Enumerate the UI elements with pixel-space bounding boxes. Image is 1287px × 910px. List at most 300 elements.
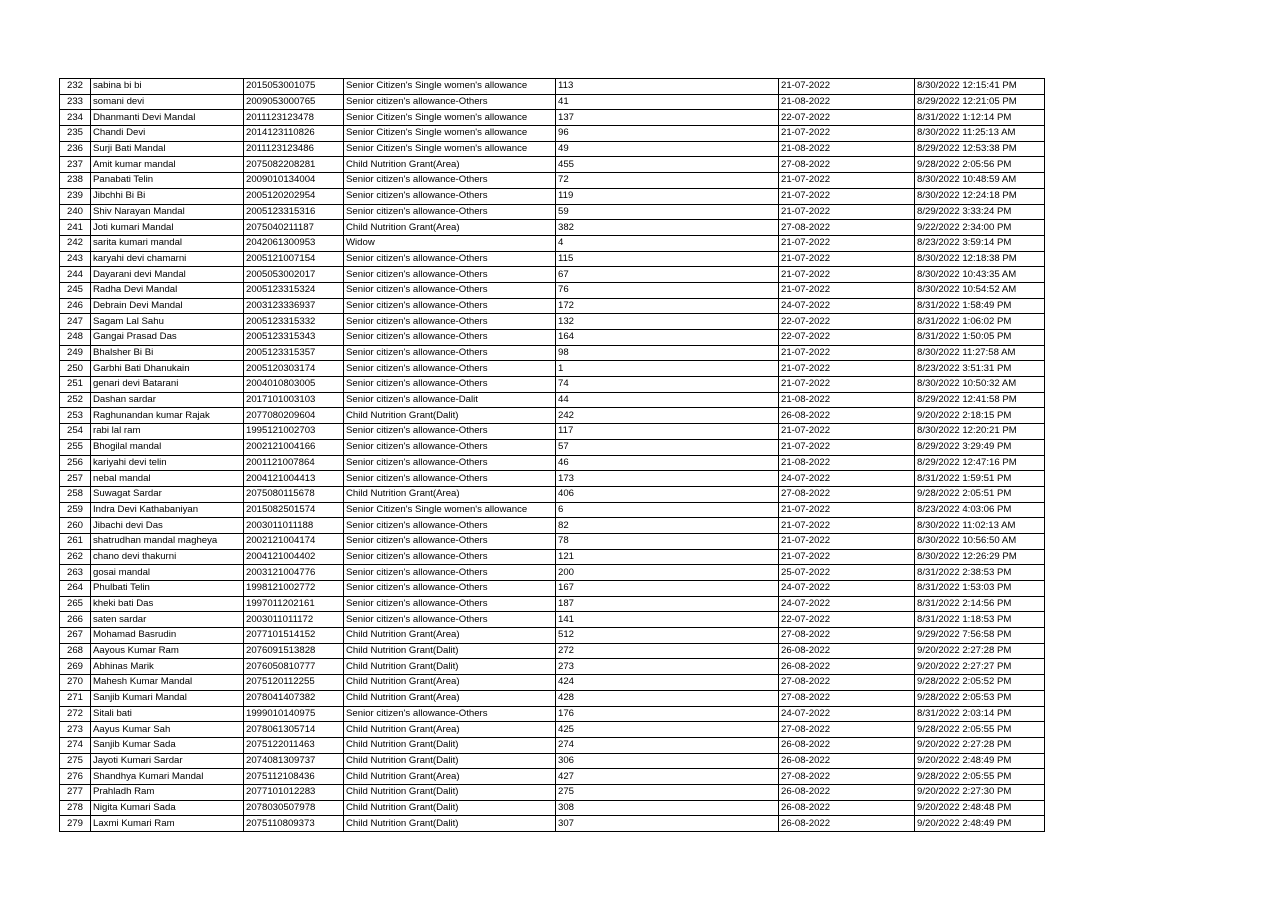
quantity-cell: 141 [556, 612, 779, 628]
timestamp-cell: 8/30/2022 10:50:32 AM [915, 377, 1045, 393]
allowance-type-cell: Senior Citizen's Single women's allowance [344, 502, 556, 518]
name-cell: saten sardar [91, 612, 244, 628]
allowance-type-cell: Child Nutrition Grant(Area) [344, 220, 556, 236]
date-cell: 25-07-2022 [779, 565, 915, 581]
serial-number-cell: 279 [60, 816, 91, 832]
name-cell: Shiv Narayan Mandal [91, 204, 244, 220]
quantity-cell: 117 [556, 424, 779, 440]
id-number-cell: 1999010140975 [244, 706, 344, 722]
table-row [60, 141, 1045, 157]
name-cell: Jibchhi Bi Bi [91, 188, 244, 204]
allowance-type-cell: Senior citizen's allowance-Others [344, 298, 556, 314]
serial-number-cell: 237 [60, 157, 91, 173]
serial-number-cell: 247 [60, 314, 91, 330]
timestamp-cell: 9/20/2022 2:48:49 PM [915, 816, 1045, 832]
name-cell: Suwagat Sardar [91, 486, 244, 502]
timestamp-cell: 8/31/2022 1:58:49 PM [915, 298, 1045, 314]
allowance-type-cell: Child Nutrition Grant(Area) [344, 486, 556, 502]
allowance-type-cell: Senior Citizen's Single women's allowance [344, 126, 556, 142]
allowance-type-cell: Senior citizen's allowance-Others [344, 455, 556, 471]
date-cell: 26-08-2022 [779, 800, 915, 816]
table-row [60, 157, 1045, 173]
serial-number-cell: 276 [60, 769, 91, 785]
serial-number-cell: 266 [60, 612, 91, 628]
date-cell: 21-07-2022 [779, 361, 915, 377]
timestamp-cell: 9/28/2022 2:05:52 PM [915, 675, 1045, 691]
serial-number-cell: 243 [60, 251, 91, 267]
id-number-cell: 2005123315357 [244, 345, 344, 361]
timestamp-cell: 8/30/2022 10:56:50 AM [915, 533, 1045, 549]
table-row [60, 533, 1045, 549]
serial-number-cell: 241 [60, 220, 91, 236]
timestamp-cell: 8/29/2022 3:33:24 PM [915, 204, 1045, 220]
date-cell: 24-07-2022 [779, 596, 915, 612]
date-cell: 21-07-2022 [779, 173, 915, 189]
serial-number-cell: 274 [60, 737, 91, 753]
allowance-type-cell: Senior citizen's allowance-Others [344, 424, 556, 440]
id-number-cell: 2009010134004 [244, 173, 344, 189]
date-cell: 21-07-2022 [779, 282, 915, 298]
allowance-type-cell: Child Nutrition Grant(Dalit) [344, 816, 556, 832]
beneficiary-table [59, 78, 1045, 832]
name-cell: Sitali bati [91, 706, 244, 722]
date-cell: 21-07-2022 [779, 439, 915, 455]
serial-number-cell: 242 [60, 235, 91, 251]
quantity-cell: 274 [556, 737, 779, 753]
table-row [60, 486, 1045, 502]
allowance-type-cell: Senior citizen's allowance-Others [344, 330, 556, 346]
id-number-cell: 1998121002772 [244, 581, 344, 597]
name-cell: chano devi thakurni [91, 549, 244, 565]
date-cell: 27-08-2022 [779, 722, 915, 738]
serial-number-cell: 251 [60, 377, 91, 393]
id-number-cell: 2005123315324 [244, 282, 344, 298]
id-number-cell: 2005121007154 [244, 251, 344, 267]
timestamp-cell: 8/30/2022 12:24:18 PM [915, 188, 1045, 204]
date-cell: 21-07-2022 [779, 251, 915, 267]
table-row [60, 126, 1045, 142]
quantity-cell: 82 [556, 518, 779, 534]
table-row [60, 690, 1045, 706]
date-cell: 24-07-2022 [779, 298, 915, 314]
allowance-type-cell: Senior citizen's allowance-Others [344, 94, 556, 110]
serial-number-cell: 252 [60, 392, 91, 408]
table-row [60, 345, 1045, 361]
table-row [60, 314, 1045, 330]
date-cell: 21-07-2022 [779, 204, 915, 220]
table-row [60, 816, 1045, 832]
table-row [60, 439, 1045, 455]
date-cell: 26-08-2022 [779, 408, 915, 424]
allowance-type-cell: Senior citizen's allowance-Dalit [344, 392, 556, 408]
name-cell: Gangai Prasad Das [91, 330, 244, 346]
allowance-type-cell: Senior citizen's allowance-Others [344, 314, 556, 330]
name-cell: genari devi Batarani [91, 377, 244, 393]
allowance-type-cell: Child Nutrition Grant(Dalit) [344, 643, 556, 659]
quantity-cell: 164 [556, 330, 779, 346]
allowance-type-cell: Senior Citizen's Single women's allowance [344, 79, 556, 95]
table-row [60, 471, 1045, 487]
table-row [60, 188, 1045, 204]
timestamp-cell: 8/31/2022 1:50:05 PM [915, 330, 1045, 346]
timestamp-cell: 9/28/2022 2:05:55 PM [915, 769, 1045, 785]
id-number-cell: 2015082501574 [244, 502, 344, 518]
date-cell: 26-08-2022 [779, 816, 915, 832]
table-row [60, 298, 1045, 314]
allowance-type-cell: Child Nutrition Grant(Dalit) [344, 659, 556, 675]
date-cell: 27-08-2022 [779, 628, 915, 644]
timestamp-cell: 8/30/2022 10:54:52 AM [915, 282, 1045, 298]
date-cell: 26-08-2022 [779, 659, 915, 675]
name-cell: Panabati Telin [91, 173, 244, 189]
date-cell: 21-07-2022 [779, 126, 915, 142]
table-row [60, 110, 1045, 126]
table-row [60, 282, 1045, 298]
allowance-type-cell: Child Nutrition Grant(Area) [344, 675, 556, 691]
serial-number-cell: 249 [60, 345, 91, 361]
id-number-cell: 2009053000765 [244, 94, 344, 110]
id-number-cell: 2075112108436 [244, 769, 344, 785]
allowance-type-cell: Senior citizen's allowance-Others [344, 581, 556, 597]
serial-number-cell: 260 [60, 518, 91, 534]
serial-number-cell: 262 [60, 549, 91, 565]
date-cell: 22-07-2022 [779, 612, 915, 628]
date-cell: 22-07-2022 [779, 314, 915, 330]
serial-number-cell: 272 [60, 706, 91, 722]
timestamp-cell: 9/28/2022 2:05:55 PM [915, 722, 1045, 738]
date-cell: 21-08-2022 [779, 392, 915, 408]
quantity-cell: 4 [556, 235, 779, 251]
allowance-type-cell: Senior citizen's allowance-Others [344, 377, 556, 393]
date-cell: 21-08-2022 [779, 455, 915, 471]
table-row [60, 581, 1045, 597]
id-number-cell: 2011123123486 [244, 141, 344, 157]
date-cell: 21-07-2022 [779, 533, 915, 549]
allowance-type-cell: Child Nutrition Grant(Area) [344, 628, 556, 644]
timestamp-cell: 9/20/2022 2:48:48 PM [915, 800, 1045, 816]
quantity-cell: 167 [556, 581, 779, 597]
table-row [60, 628, 1045, 644]
timestamp-cell: 8/30/2022 12:26:29 PM [915, 549, 1045, 565]
date-cell: 22-07-2022 [779, 110, 915, 126]
table-row [60, 408, 1045, 424]
id-number-cell: 1997011202161 [244, 596, 344, 612]
table-row [60, 251, 1045, 267]
allowance-type-cell: Child Nutrition Grant(Dalit) [344, 753, 556, 769]
table-row [60, 455, 1045, 471]
quantity-cell: 57 [556, 439, 779, 455]
table-row [60, 502, 1045, 518]
id-number-cell: 2077101012283 [244, 784, 344, 800]
date-cell: 21-08-2022 [779, 141, 915, 157]
date-cell: 27-08-2022 [779, 769, 915, 785]
allowance-type-cell: Child Nutrition Grant(Dalit) [344, 737, 556, 753]
table-row [60, 565, 1045, 581]
name-cell: somani devi [91, 94, 244, 110]
name-cell: Nigita Kumari Sada [91, 800, 244, 816]
quantity-cell: 406 [556, 486, 779, 502]
quantity-cell: 113 [556, 79, 779, 95]
allowance-type-cell: Senior citizen's allowance-Others [344, 188, 556, 204]
quantity-cell: 49 [556, 141, 779, 157]
timestamp-cell: 8/30/2022 12:18:38 PM [915, 251, 1045, 267]
name-cell: Phulbati Telin [91, 581, 244, 597]
table-row [60, 643, 1045, 659]
quantity-cell: 72 [556, 173, 779, 189]
timestamp-cell: 8/30/2022 10:43:35 AM [915, 267, 1045, 283]
allowance-type-cell: Senior citizen's allowance-Others [344, 204, 556, 220]
quantity-cell: 428 [556, 690, 779, 706]
quantity-cell: 74 [556, 377, 779, 393]
table-row [60, 330, 1045, 346]
serial-number-cell: 236 [60, 141, 91, 157]
timestamp-cell: 8/29/2022 3:29:49 PM [915, 439, 1045, 455]
name-cell: nebal mandal [91, 471, 244, 487]
id-number-cell: 2075122011463 [244, 737, 344, 753]
timestamp-cell: 8/29/2022 12:21:05 PM [915, 94, 1045, 110]
id-number-cell: 2078041407382 [244, 690, 344, 706]
serial-number-cell: 246 [60, 298, 91, 314]
quantity-cell: 187 [556, 596, 779, 612]
id-number-cell: 2004010803005 [244, 377, 344, 393]
id-number-cell: 2005120202954 [244, 188, 344, 204]
timestamp-cell: 8/23/2022 4:03:06 PM [915, 502, 1045, 518]
id-number-cell: 2077101514152 [244, 628, 344, 644]
allowance-type-cell: Senior citizen's allowance-Others [344, 439, 556, 455]
id-number-cell: 2001121007864 [244, 455, 344, 471]
quantity-cell: 427 [556, 769, 779, 785]
serial-number-cell: 270 [60, 675, 91, 691]
name-cell: Bhogilal mandal [91, 439, 244, 455]
name-cell: shatrudhan mandal magheya [91, 533, 244, 549]
name-cell: Sanjib Kumari Mandal [91, 690, 244, 706]
quantity-cell: 132 [556, 314, 779, 330]
serial-number-cell: 248 [60, 330, 91, 346]
serial-number-cell: 269 [60, 659, 91, 675]
serial-number-cell: 239 [60, 188, 91, 204]
id-number-cell: 2074081309737 [244, 753, 344, 769]
name-cell: Laxmi Kumari Ram [91, 816, 244, 832]
date-cell: 21-07-2022 [779, 345, 915, 361]
timestamp-cell: 8/30/2022 10:48:59 AM [915, 173, 1045, 189]
table-row [60, 392, 1045, 408]
name-cell: Mahesh Kumar Mandal [91, 675, 244, 691]
quantity-cell: 306 [556, 753, 779, 769]
name-cell: Dayarani devi Mandal [91, 267, 244, 283]
quantity-cell: 176 [556, 706, 779, 722]
name-cell: Debrain Devi Mandal [91, 298, 244, 314]
serial-number-cell: 278 [60, 800, 91, 816]
table-row [60, 424, 1045, 440]
date-cell: 24-07-2022 [779, 471, 915, 487]
id-number-cell: 2017101003103 [244, 392, 344, 408]
table-row [60, 79, 1045, 95]
name-cell: Dashan sardar [91, 392, 244, 408]
date-cell: 21-07-2022 [779, 424, 915, 440]
timestamp-cell: 8/23/2022 3:51:31 PM [915, 361, 1045, 377]
id-number-cell: 2004121004413 [244, 471, 344, 487]
name-cell: Joti kumari Mandal [91, 220, 244, 236]
timestamp-cell: 8/31/2022 1:12:14 PM [915, 110, 1045, 126]
date-cell: 21-07-2022 [779, 188, 915, 204]
table-row [60, 753, 1045, 769]
id-number-cell: 2075110809373 [244, 816, 344, 832]
date-cell: 22-07-2022 [779, 330, 915, 346]
quantity-cell: 78 [556, 533, 779, 549]
allowance-type-cell: Senior citizen's allowance-Others [344, 471, 556, 487]
timestamp-cell: 9/20/2022 2:27:27 PM [915, 659, 1045, 675]
id-number-cell: 2003011011172 [244, 612, 344, 628]
table-row [60, 518, 1045, 534]
quantity-cell: 308 [556, 800, 779, 816]
quantity-cell: 242 [556, 408, 779, 424]
name-cell: Surji Bati Mandal [91, 141, 244, 157]
table-row [60, 800, 1045, 816]
timestamp-cell: 8/31/2022 1:06:02 PM [915, 314, 1045, 330]
timestamp-cell: 8/30/2022 11:27:58 AM [915, 345, 1045, 361]
date-cell: 21-07-2022 [779, 518, 915, 534]
name-cell: sabina bi bi [91, 79, 244, 95]
name-cell: sarita kumari mandal [91, 235, 244, 251]
timestamp-cell: 9/29/2022 7:56:58 PM [915, 628, 1045, 644]
timestamp-cell: 8/31/2022 2:38:53 PM [915, 565, 1045, 581]
quantity-cell: 46 [556, 455, 779, 471]
serial-number-cell: 250 [60, 361, 91, 377]
serial-number-cell: 261 [60, 533, 91, 549]
table-row [60, 267, 1045, 283]
table-row [60, 235, 1045, 251]
serial-number-cell: 245 [60, 282, 91, 298]
id-number-cell: 2076050810777 [244, 659, 344, 675]
quantity-cell: 137 [556, 110, 779, 126]
name-cell: Aayus Kumar Sah [91, 722, 244, 738]
quantity-cell: 119 [556, 188, 779, 204]
allowance-type-cell: Child Nutrition Grant(Dalit) [344, 784, 556, 800]
table-row [60, 769, 1045, 785]
quantity-cell: 172 [556, 298, 779, 314]
quantity-cell: 59 [556, 204, 779, 220]
serial-number-cell: 238 [60, 173, 91, 189]
id-number-cell: 2002121004174 [244, 533, 344, 549]
quantity-cell: 512 [556, 628, 779, 644]
timestamp-cell: 8/29/2022 12:47:16 PM [915, 455, 1045, 471]
serial-number-cell: 255 [60, 439, 91, 455]
allowance-type-cell: Senior citizen's allowance-Others [344, 173, 556, 189]
timestamp-cell: 9/20/2022 2:27:30 PM [915, 784, 1045, 800]
name-cell: Sanjib Kumar Sada [91, 737, 244, 753]
serial-number-cell: 244 [60, 267, 91, 283]
quantity-cell: 96 [556, 126, 779, 142]
date-cell: 21-07-2022 [779, 549, 915, 565]
table-row [60, 784, 1045, 800]
id-number-cell: 2005123315332 [244, 314, 344, 330]
table-row [60, 737, 1045, 753]
allowance-type-cell: Child Nutrition Grant(Area) [344, 722, 556, 738]
timestamp-cell: 9/20/2022 2:27:28 PM [915, 737, 1045, 753]
date-cell: 26-08-2022 [779, 784, 915, 800]
table-row [60, 377, 1045, 393]
serial-number-cell: 271 [60, 690, 91, 706]
allowance-type-cell: Child Nutrition Grant(Area) [344, 157, 556, 173]
quantity-cell: 424 [556, 675, 779, 691]
name-cell: Sagam Lal Sahu [91, 314, 244, 330]
name-cell: Jibachi devi Das [91, 518, 244, 534]
timestamp-cell: 8/30/2022 11:25:13 AM [915, 126, 1045, 142]
quantity-cell: 275 [556, 784, 779, 800]
serial-number-cell: 264 [60, 581, 91, 597]
date-cell: 27-08-2022 [779, 486, 915, 502]
timestamp-cell: 9/28/2022 2:05:56 PM [915, 157, 1045, 173]
date-cell: 21-08-2022 [779, 94, 915, 110]
timestamp-cell: 9/20/2022 2:48:49 PM [915, 753, 1045, 769]
timestamp-cell: 8/31/2022 2:14:56 PM [915, 596, 1045, 612]
table-row [60, 220, 1045, 236]
timestamp-cell: 9/20/2022 2:27:28 PM [915, 643, 1045, 659]
allowance-type-cell: Widow [344, 235, 556, 251]
date-cell: 27-08-2022 [779, 220, 915, 236]
quantity-cell: 455 [556, 157, 779, 173]
name-cell: karyahi devi chamarni [91, 251, 244, 267]
allowance-type-cell: Senior citizen's allowance-Others [344, 361, 556, 377]
name-cell: Jayoti Kumari Sardar [91, 753, 244, 769]
serial-number-cell: 253 [60, 408, 91, 424]
date-cell: 21-07-2022 [779, 377, 915, 393]
quantity-cell: 67 [556, 267, 779, 283]
serial-number-cell: 275 [60, 753, 91, 769]
timestamp-cell: 8/29/2022 12:53:38 PM [915, 141, 1045, 157]
allowance-type-cell: Senior citizen's allowance-Others [344, 706, 556, 722]
serial-number-cell: 234 [60, 110, 91, 126]
name-cell: Garbhi Bati Dhanukain [91, 361, 244, 377]
quantity-cell: 76 [556, 282, 779, 298]
table-row [60, 596, 1045, 612]
id-number-cell: 2075082208281 [244, 157, 344, 173]
table-row [60, 659, 1045, 675]
serial-number-cell: 235 [60, 126, 91, 142]
id-number-cell: 2002121004166 [244, 439, 344, 455]
id-number-cell: 2042061300953 [244, 235, 344, 251]
id-number-cell: 2005123315316 [244, 204, 344, 220]
id-number-cell: 2005123315343 [244, 330, 344, 346]
quantity-cell: 98 [556, 345, 779, 361]
id-number-cell: 2077080209604 [244, 408, 344, 424]
table-row [60, 706, 1045, 722]
quantity-cell: 44 [556, 392, 779, 408]
table-row [60, 675, 1045, 691]
timestamp-cell: 8/31/2022 1:53:03 PM [915, 581, 1045, 597]
allowance-type-cell: Senior citizen's allowance-Others [344, 267, 556, 283]
name-cell: gosai mandal [91, 565, 244, 581]
timestamp-cell: 8/31/2022 2:03:14 PM [915, 706, 1045, 722]
timestamp-cell: 9/20/2022 2:18:15 PM [915, 408, 1045, 424]
quantity-cell: 272 [556, 643, 779, 659]
quantity-cell: 41 [556, 94, 779, 110]
id-number-cell: 2015053001075 [244, 79, 344, 95]
quantity-cell: 425 [556, 722, 779, 738]
id-number-cell: 2003123336937 [244, 298, 344, 314]
quantity-cell: 307 [556, 816, 779, 832]
name-cell: kariyahi devi telin [91, 455, 244, 471]
allowance-type-cell: Senior citizen's allowance-Others [344, 612, 556, 628]
date-cell: 24-07-2022 [779, 706, 915, 722]
table-row [60, 361, 1045, 377]
serial-number-cell: 256 [60, 455, 91, 471]
date-cell: 27-08-2022 [779, 675, 915, 691]
timestamp-cell: 8/30/2022 12:20:21 PM [915, 424, 1045, 440]
allowance-type-cell: Child Nutrition Grant(Dalit) [344, 800, 556, 816]
serial-number-cell: 259 [60, 502, 91, 518]
table-row [60, 94, 1045, 110]
